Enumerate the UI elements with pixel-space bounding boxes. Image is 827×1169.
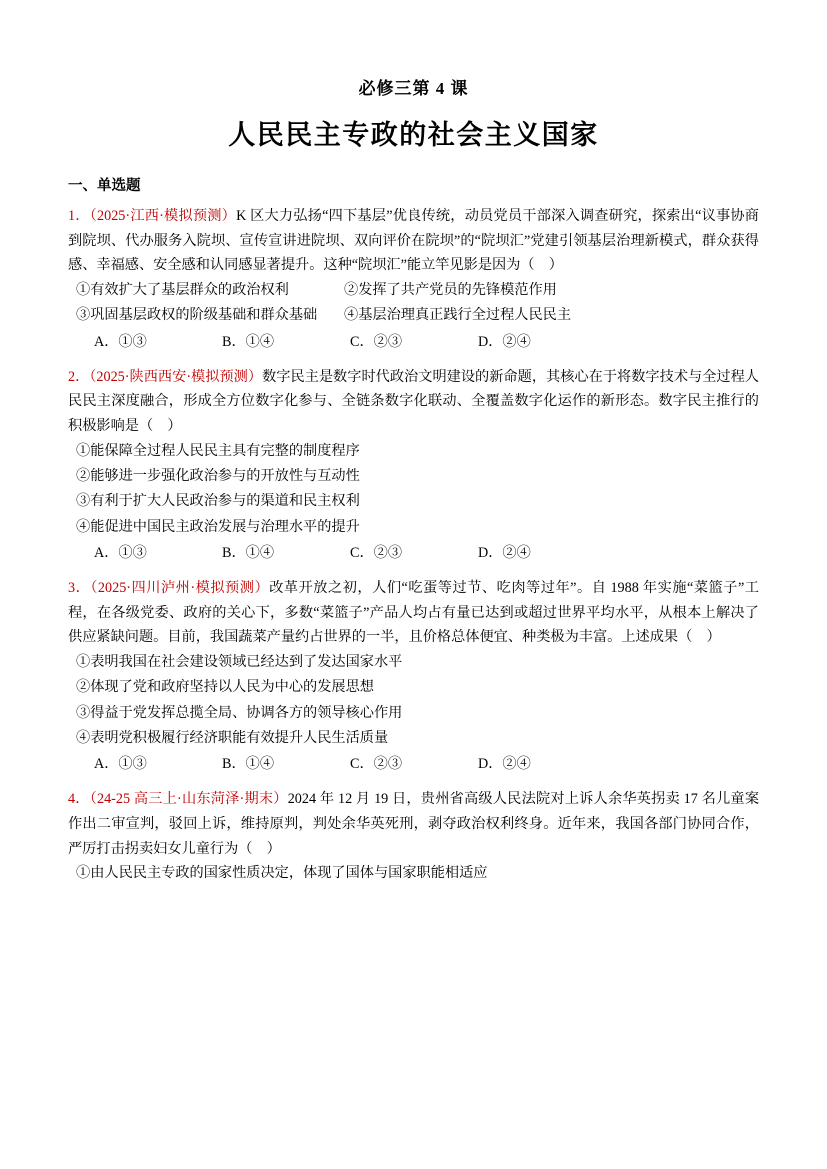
option-item: ③得益于党发挥总揽全局、协调各方的领导核心作用 <box>76 704 403 721</box>
option-item: ④能促进中国民主政治发展与治理水平的提升 <box>76 518 360 535</box>
question-text: 改革开放之初，人们“吃蛋等过节、吃肉等过年”。自 1988 年实施“菜篮子”工程，在各级党委、政府的关心下，多数“菜篮子”产品人均占有量已达到或超过世界平均水平，从根本上解决了供应紧缺问题。目前，我国蔬菜产量约占世界的一半，且价格总体便宜、种类极为丰富。上述成果（ ） <box>68 579 759 646</box>
option-item: ②体现了党和政府坚持以人民为中心的发展思想 <box>76 679 374 696</box>
question-item <box>68 365 759 567</box>
choice-row <box>68 329 759 356</box>
choice-b[interactable]: B．①④ <box>222 544 275 561</box>
question-number: 1．（2025· <box>68 208 131 224</box>
question-number-close: ） <box>247 368 263 385</box>
choice-d[interactable]: D．②④ <box>478 333 531 350</box>
question-number-close: ） <box>273 791 288 808</box>
choice-row <box>68 540 759 567</box>
choice-d[interactable]: D．②④ <box>478 756 531 773</box>
option-item: ①表明我国在社会建设领域已经达到了发达国家水平 <box>76 653 403 670</box>
question-number: 4．（24-25 <box>68 791 134 808</box>
option-item: ②发挥了共产党员的先锋模范作用 <box>344 282 557 299</box>
question-text: K 区大力弘扬“四下基层”优良传统，动员党员干部深入调查研究，探索出“议事协商到院坝、代办服务入院坝、宣传宣讲进院坝、双向评价在院坝”的“院坝汇”党建引领基层治理新模式，群众获得感、幸福感、安全感和认同感显著提升。这种“院坝汇”能立竿见影是因为（ ） <box>68 208 759 274</box>
choice-a[interactable]: A．①③ <box>94 333 147 350</box>
option-row <box>76 278 759 303</box>
question-source: 江西·模拟预测 <box>130 208 222 224</box>
question-stem <box>68 365 759 439</box>
question-stem <box>68 787 759 861</box>
question-stem <box>68 204 759 278</box>
section-heading: 一、单选题 <box>68 178 141 194</box>
question-text: 数字民主是数字时代政治文明建设的新命题，其核心在于将数字技术与全过程人民民主深度融合，形成全方位数字化参与、全链条数字化联动、全覆盖数字化运作的新形态。数字民主推行的积极影响是（ ） <box>68 368 759 435</box>
option-item: ④表明党积极履行经济职能有效提升人民生活质量 <box>76 729 389 746</box>
question-item <box>68 204 759 356</box>
question-number: 3．（2025· <box>68 579 132 596</box>
option-item: ②能够进一步强化政治参与的开放性与互动性 <box>76 468 360 485</box>
question-number: 2．（2025· <box>68 368 130 385</box>
question-stem <box>68 576 759 650</box>
choice-a[interactable]: A．①③ <box>94 756 147 773</box>
option-item: ①能保障全过程人民民主具有完整的制度程序 <box>76 442 360 459</box>
option-row <box>76 303 759 328</box>
document-subtitle: 必修三第 4 课 <box>358 79 469 98</box>
choice-d[interactable]: D．②④ <box>478 544 531 561</box>
question-number-close: ） <box>221 208 237 224</box>
option-item: ①由人民民主专政的国家性质决定，体现了国体与国家职能相适应 <box>76 865 488 882</box>
option-item: ①有效扩大了基层群众的政治权利 <box>76 282 289 299</box>
document-title: 人民民主专政的社会主义国家 <box>228 120 599 150</box>
question-text: 2024 年 12 月 19 日，贵州省高级人民法院对上诉人余华英拐卖 17 名儿童案作出二审宣判，驳回上诉，维持原判，判处余华英死刑，剥夺政治权利终身。近年来，我国各部门协同合作，严厉打击拐卖妇女儿童行为（ ） <box>68 791 760 857</box>
choice-b[interactable]: B．①④ <box>222 756 275 773</box>
option-item: ③巩固基层政权的阶级基础和群众基础 <box>76 307 318 324</box>
question-source: 高三上·山东菏泽·期末 <box>133 791 274 808</box>
question-item <box>68 576 759 778</box>
choice-a[interactable]: A．①③ <box>94 544 147 561</box>
question-source: 四川泸州·模拟预测 <box>131 579 255 596</box>
question-source: 陕西西安·模拟预测 <box>129 368 248 385</box>
option-item: ④基层治理真正践行全过程人民民主 <box>344 307 572 324</box>
choice-c[interactable]: C．②③ <box>350 544 403 561</box>
option-item: ③有利于扩大人民政治参与的渠道和民主权利 <box>76 493 360 510</box>
choice-row <box>68 751 759 778</box>
question-number-close: ） <box>254 579 270 596</box>
choice-b[interactable]: B．①④ <box>222 333 275 350</box>
question-item <box>68 787 759 886</box>
choice-c[interactable]: C．②③ <box>350 756 403 773</box>
choice-c[interactable]: C．②③ <box>350 333 403 350</box>
